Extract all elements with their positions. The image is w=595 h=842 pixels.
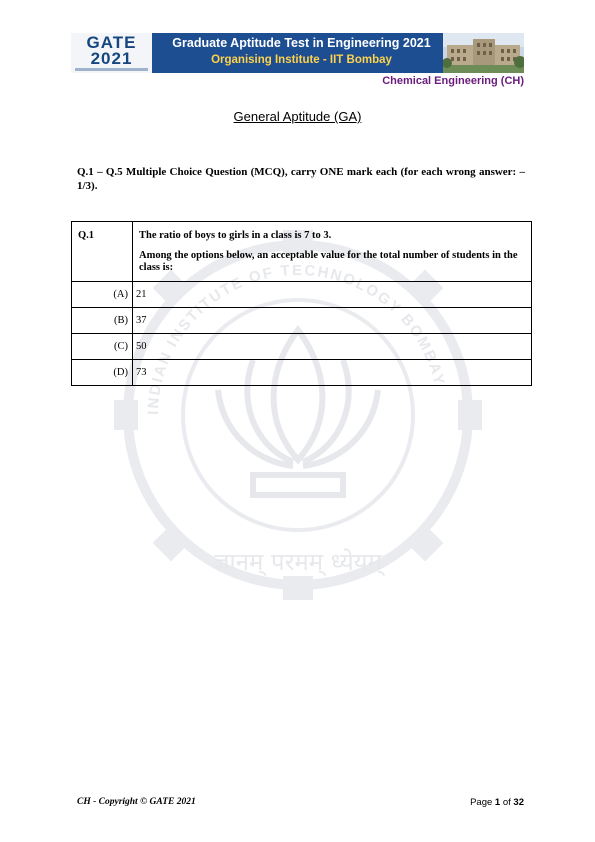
institute-building-image: [443, 33, 524, 73]
option-value: 21: [133, 282, 532, 308]
logo-text-year: 2021: [90, 49, 133, 68]
option-label: (A): [72, 282, 133, 308]
option-row-b: [72, 308, 532, 334]
question-text-line2: Among the options below, an acceptable value for the total number of students in the class is:: [139, 250, 518, 273]
section-instruction: Q.1 – Q.5 Multiple Choice Question (MCQ), carry ONE mark each (for each wrong answer: – 1/3).: [77, 166, 525, 192]
option-value: 37: [133, 308, 532, 334]
option-label: (C): [72, 334, 133, 360]
page-total: 32: [513, 797, 524, 808]
question-number: Q.1: [72, 222, 133, 282]
logo-strip: [75, 68, 148, 71]
option-row-d: [72, 360, 532, 386]
footer-copyright: CH - Copyright © GATE 2021: [77, 797, 196, 807]
gate-logo: [71, 33, 152, 73]
watermark-ring-text: INDIAN INSTITUTE OF TECHNOLOGY BOMBAY: [144, 261, 448, 416]
footer-page-number: [470, 797, 524, 808]
option-value: 50: [133, 334, 532, 360]
banner-subtitle: Organising Institute - IIT Bombay: [211, 54, 392, 66]
logo-text-gate: GATE: [86, 33, 137, 52]
section-title: General Aptitude (GA): [233, 109, 362, 124]
page-of: of: [500, 797, 514, 808]
option-value: 73: [133, 360, 532, 386]
question-table: [71, 221, 532, 386]
question-row: [72, 222, 532, 282]
option-row-c: [72, 334, 532, 360]
banner-title: Graduate Aptitude Test in Engineering 2021: [172, 36, 431, 50]
option-row-a: [72, 282, 532, 308]
watermark-motto: ज्ञानम् परमम् ध्येयम्: [214, 548, 382, 576]
option-label: (D): [72, 360, 133, 386]
question-text-line1: The ratio of boys to girls in a class is 7 to 3.: [139, 230, 332, 241]
page-current: 1: [494, 797, 501, 808]
page-prefix: Page: [470, 797, 495, 808]
option-label: (B): [72, 308, 133, 334]
paper-name-label: Chemical Engineering (CH): [382, 75, 524, 87]
header-banner: [71, 33, 524, 73]
question-stem: [133, 222, 532, 282]
